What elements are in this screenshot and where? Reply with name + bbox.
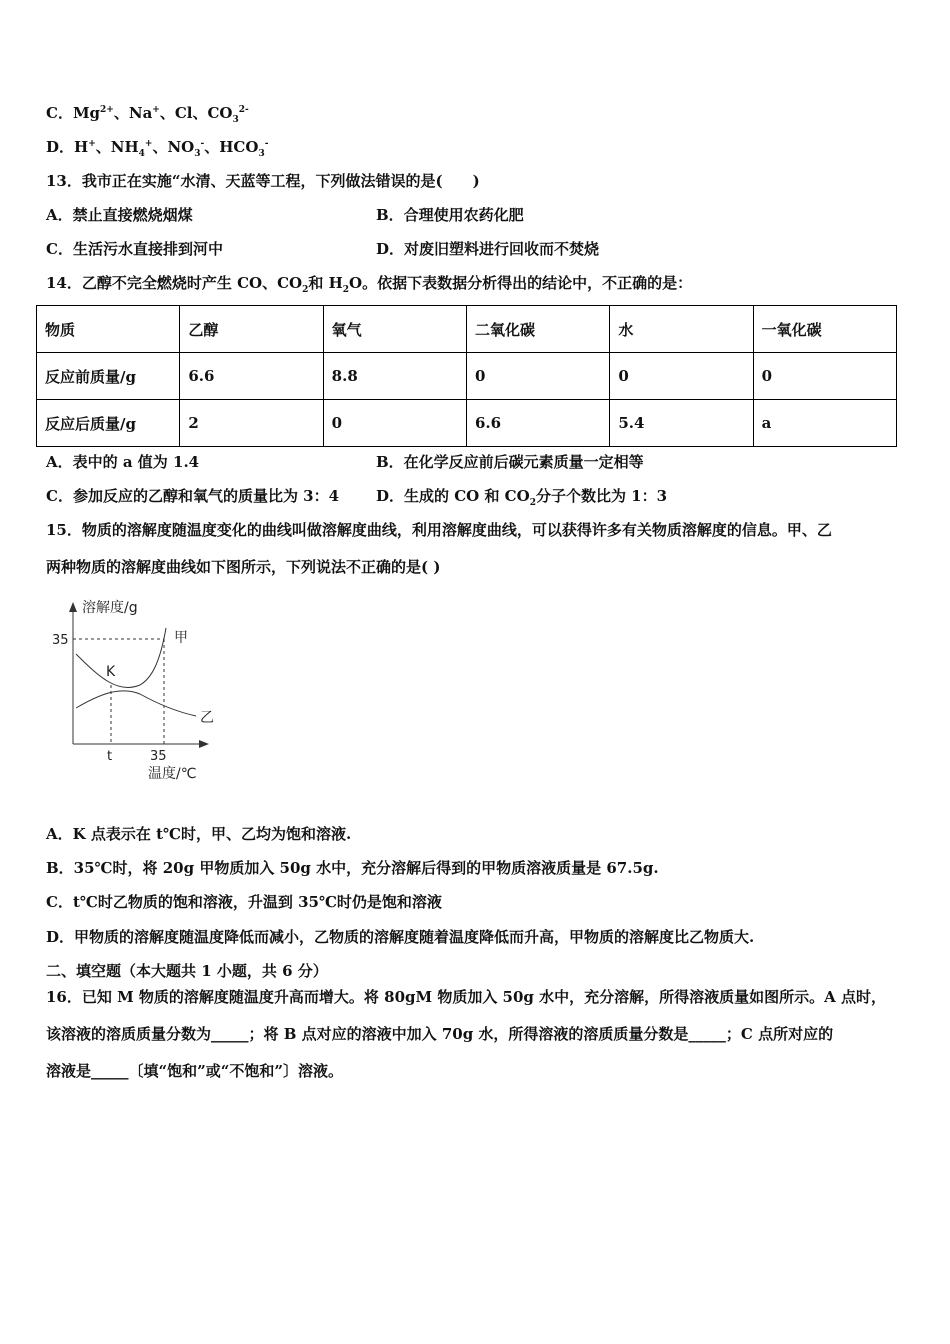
q13-option-b: B．合理使用农药化肥 [376,206,524,224]
x-axis-arrow [199,740,209,748]
q15-option-a: A．K 点表示在 t℃时，甲、乙均为饱和溶液. [46,825,352,843]
x-tick-35: 35 [150,749,167,764]
table-cell: 0 [323,400,466,447]
x-axis-label: 温度/℃ [148,766,197,782]
y-tick-35: 35 [52,633,69,648]
q12-option-d: D．H+、$NH_4^+$、$NO_3^-$、$HCO_3^-$ [46,138,269,159]
curve-yi-label: 乙 [200,710,214,726]
q14-option-d: D．生成的 CO 和 $CO_2$分子个数比为 1：3 [376,487,668,508]
curve-jia [76,628,166,688]
q13-option-d: D．对废旧塑料进行回收而不焚烧 [376,240,600,258]
solubility-curve-graph [40,590,230,790]
table-cell: 0 [610,353,753,400]
q13-stem: 13．我市正在实施“水清、天蓝等工程，下列做法错误的是( ) [46,172,480,190]
table-cell: 0 [753,353,896,400]
q15-option-d: D．甲物质的溶解度随温度降低而减小，乙物质的溶解度随着温度降低而升高，甲物质的溶解度比乙物质大. [46,928,755,946]
q13-option-a: A．禁止直接燃烧烟煤 [46,206,193,224]
table-cell: 6.6 [466,400,609,447]
q15-stem-line2: 两种物质的溶解度曲线如下图所示，下列说法不正确的是( ) [46,558,441,576]
q15-option-c: C．t℃时乙物质的饱和溶液，升温到 35℃时仍是饱和溶液 [46,893,442,911]
table-header-cell: 乙醇 [180,306,323,353]
curve-jia-label: 甲 [174,630,188,646]
q16-line2: 该溶液的溶质质量分数为_____；将 B 点对应的溶液中加入 70g 水，所得溶液的溶质质量分数是_____；C 点所对应的 [46,1025,834,1043]
q15-option-b: B．35℃时，将 20g 甲物质加入 50g 水中，充分溶解后得到的甲物质溶液质量是 67.5g. [46,859,659,877]
table-header-cell: 氧气 [323,306,466,353]
table-cell: 反应前质量/g [37,353,180,400]
q14-stem: 14．乙醇不完全燃烧时产生 CO、$CO_2$和 $H_2O$。依据下表数据分析得出的结论中，不正确的是： [46,274,693,295]
q14-option-c: C．参加反应的乙醇和氧气的质量比为 3：4 [46,487,340,505]
q16-line1: 16．已知 M 物质的溶解度随温度升高而增大。将 80gM 物质加入 50g 水中，充分溶解，所得溶液质量如图所示。A 点时， [46,988,887,1006]
q14-data-table [36,305,897,447]
table-cell: 5.4 [610,400,753,447]
table-header-cell: 水 [610,306,753,353]
table-cell: 反应后质量/g [37,400,180,447]
table-cell: 6.6 [180,353,323,400]
table-header-cell: 一氧化碳 [753,306,896,353]
point-k-label: K [106,664,116,680]
table-header-cell: 物质 [37,306,180,353]
q14-option-a: A．表中的 a 值为 1.4 [46,453,200,471]
section2-title: 二、填空题（本大题共 1 小题，共 6 分） [46,962,328,980]
q12-option-c: C．$Mg^{2+}$、Na+、Cl、$CO_3^{2-}$ [46,104,249,125]
y-axis-label: 溶解度/g [82,600,138,616]
table-cell: 2 [180,400,323,447]
table-row [37,353,897,400]
table-cell: 0 [466,353,609,400]
q13-option-c: C．生活污水直接排到河中 [46,240,223,258]
table-header-cell: 二氧化碳 [466,306,609,353]
y-axis-arrow [69,602,77,612]
table-cell: a [753,400,896,447]
table-row [37,400,897,447]
q14-option-b: B．在化学反应前后碳元素质量一定相等 [376,453,644,471]
q16-line3: 溶液是_____〔填“饱和”或“不饱和”〕溶液。 [46,1062,344,1080]
x-tick-t: t [107,749,113,764]
table-header-row [37,306,897,353]
curve-yi [76,691,196,716]
table-cell: 8.8 [323,353,466,400]
q15-stem-line1: 15．物质的溶解度随温度变化的曲线叫做溶解度曲线，利用溶解度曲线，可以获得许多有关物质溶解度的信息。甲、乙 [46,521,832,539]
